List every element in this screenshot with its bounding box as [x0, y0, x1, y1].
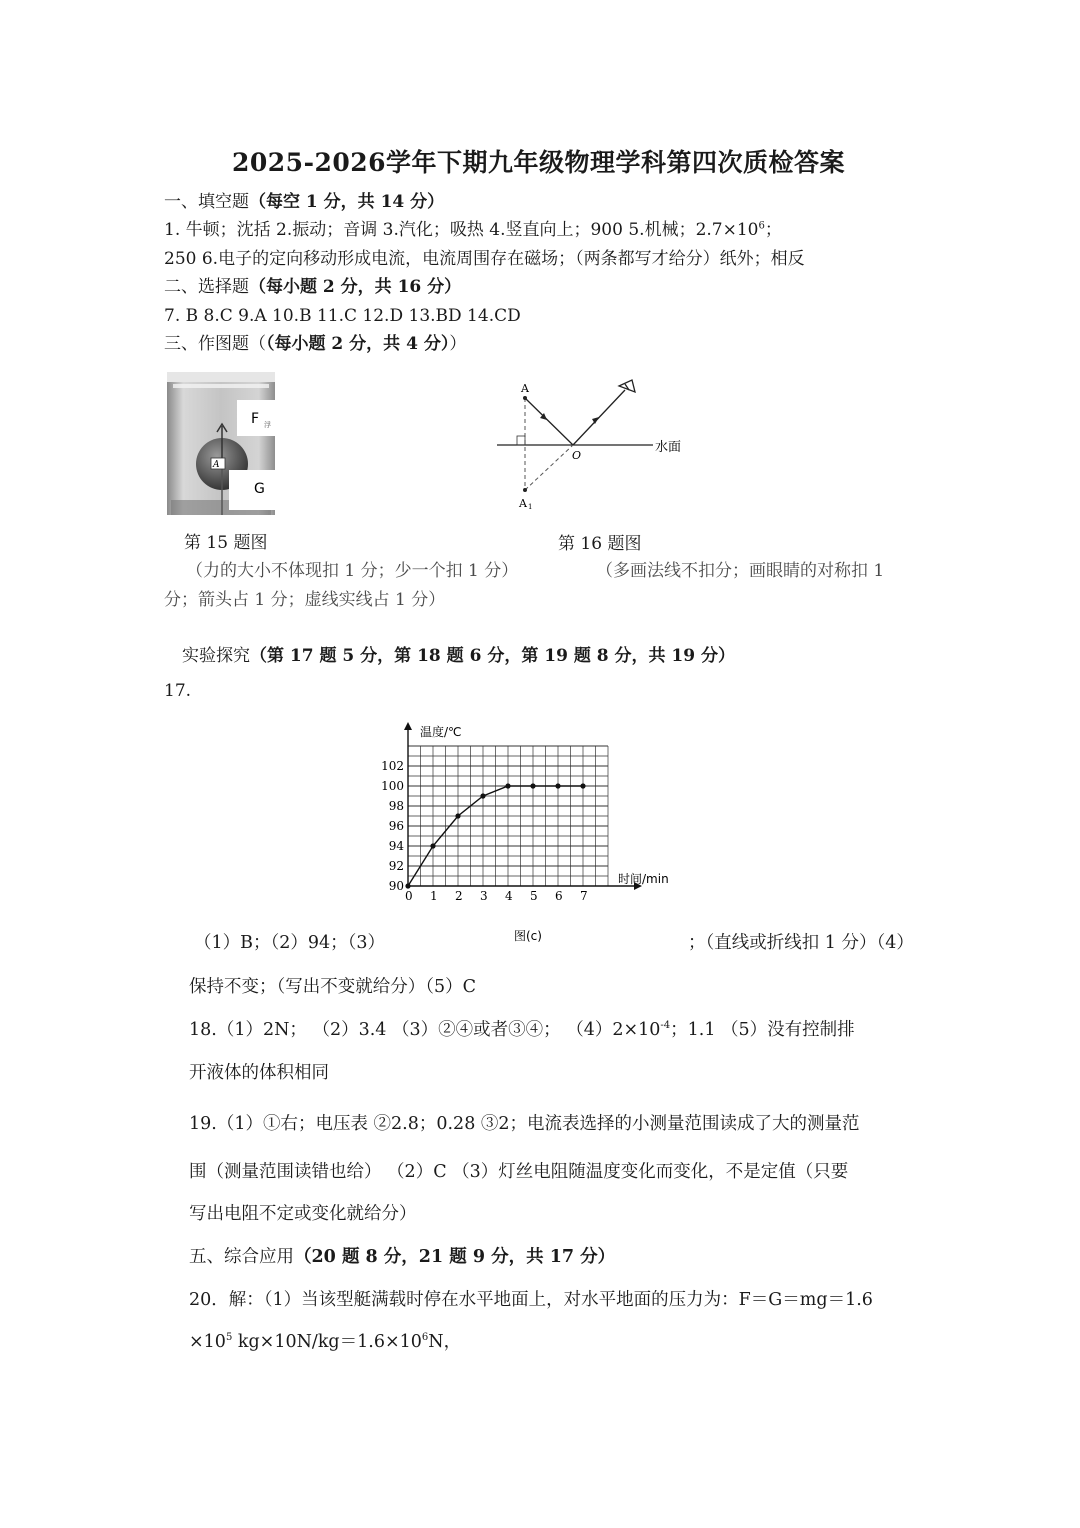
- section-experiment-heading: [182, 646, 735, 666]
- y-tick-label: 100: [381, 779, 404, 793]
- y-axis-arrow: [404, 722, 412, 730]
- y-tick-label: 94: [388, 839, 404, 853]
- point-o-label: O: [572, 449, 582, 462]
- fill-answers-line2: 250 6.电子的定向移动形成电流，电流周围存在磁场；（两条都写才给分）纸外；相反: [164, 249, 805, 269]
- point-a-label: A: [521, 382, 529, 395]
- section-fill-heading: [164, 192, 444, 212]
- chart-ticks: [381, 759, 588, 903]
- point-a1-sub: 1: [528, 503, 533, 511]
- right-angle-mark: [517, 436, 525, 445]
- chart-grid: [408, 746, 608, 886]
- section-fill-score: （每空 1 分，共 14 分）: [249, 192, 445, 212]
- data-point: [555, 783, 560, 788]
- q18-answer-line1-text: 18.（1）2N； （2）3.4 （3）②④或者③④； （4）2×10: [189, 1020, 661, 1040]
- fig16-scoring-note-cont: 分；箭头占 1 分；虚线实线占 1 分）: [164, 590, 446, 610]
- fig15-caption: 第 15 题图: [184, 533, 268, 553]
- x-tick-label: 1: [430, 889, 438, 903]
- q17-answer-part1: （1）B；（2）94；（3）: [194, 933, 386, 953]
- point-a1-label: A: [519, 497, 527, 510]
- reflected-ray: [573, 390, 625, 445]
- q18-answer-line2: 开液体的体积相同: [189, 1063, 329, 1083]
- y-tick-label: 92: [388, 859, 404, 873]
- section-choice-heading: [164, 277, 461, 297]
- section-drawing-score: （每小题 2 分，共 4 分）: [266, 334, 450, 354]
- section-choice-title: 二、选择题: [164, 277, 249, 297]
- fill-answers-line1-text: 1. 牛顿；沈括 2.振动；音调 3.汽化；吸热 4.竖直向上；900 5.机械；2.7×10: [164, 220, 759, 240]
- section-application-score: （20 题 8 分，21 题 9 分，共 17 分）: [294, 1247, 616, 1267]
- x-tick-label: 5: [530, 889, 538, 903]
- section-drawing-title: 三、作图题（: [164, 334, 266, 354]
- q20-answer-line2-c: N，: [428, 1332, 462, 1352]
- q19-answer-line1: 19.（1）①右；电压表 ②2.8；0.28 ③2；电流表选择的小测量范围读成了大的测量范: [189, 1114, 860, 1134]
- q17-answer-part3: 保持不变；（写出不变就给分）（5）C: [189, 977, 477, 997]
- x-tick-label: 0: [405, 889, 413, 903]
- fig16-caption: 第 16 题图: [558, 534, 642, 554]
- y-tick-label: 90: [388, 879, 404, 893]
- q20-exponent-2: 6: [421, 1332, 429, 1344]
- temperature-chart: [376, 718, 686, 948]
- q20-answer-line2-a: ×10: [189, 1332, 226, 1352]
- data-point: [480, 793, 485, 798]
- section-application-heading: [189, 1246, 615, 1268]
- q20-answer-line2-b: kg×10N/kg＝1.6×10: [232, 1332, 422, 1352]
- x-tick-label: 4: [505, 889, 513, 903]
- section-experiment-score: （第 17 题 5 分，第 18 题 6 分，第 19 题 8 分，共 19 分）: [250, 646, 735, 666]
- virtual-image-line: [525, 445, 573, 490]
- section-experiment-title: 实验探究: [182, 646, 250, 666]
- section-application-title: 五、综合应用: [189, 1247, 294, 1267]
- fill-answers-line1-tail: ；: [764, 220, 782, 240]
- y-tick-label: 102: [381, 759, 404, 773]
- data-point: [430, 843, 435, 848]
- x-tick-label: 7: [580, 889, 588, 903]
- q20-exponent-1: 5: [225, 1332, 233, 1344]
- x-tick-label: 2: [455, 889, 463, 903]
- chart-y-label: 温度/℃: [420, 725, 462, 739]
- q20-answer-line1: 20．解：（1）当该型艇满载时停在水平地面上，对水平地面的压力为：F＝G＝mg＝1.6: [189, 1290, 873, 1310]
- water-surface-label: 水面: [655, 440, 682, 455]
- fig15-scoring-note: （力的大小不体现扣 1 分；少一个扣 1 分）: [186, 561, 519, 581]
- eye-icon: [619, 380, 635, 392]
- data-point: [505, 783, 510, 788]
- q18-exponent: -4: [660, 1020, 671, 1032]
- section-fill-title: 一、填空题: [164, 192, 249, 212]
- gravity-label: G: [254, 481, 265, 497]
- q18-answer-line1: [189, 1019, 855, 1041]
- y-tick-label: 96: [388, 819, 404, 833]
- chart-caption: 图(c): [514, 929, 542, 943]
- q19-answer-line3: 写出电阻不定或变化就给分）: [189, 1204, 417, 1224]
- fill-answers-line1: [164, 220, 782, 240]
- data-point: [530, 783, 535, 788]
- data-point: [405, 883, 410, 888]
- q20-answer-line2: [189, 1331, 461, 1353]
- page-title: 2025-2026学年下期九年级物理学科第四次质检答案: [232, 148, 846, 177]
- q19-answer-line2: 围（测量范围读错也给） （2）C （3）灯丝电阻随温度变化而变化，不是定值（只要: [189, 1162, 849, 1182]
- q17-answer-part2: ；（直线或折线扣 1 分）（4）: [688, 933, 914, 953]
- choice-answers: 7. B 8.C 9.A 10.B 11.C 12.D 13.BD 14.CD: [164, 306, 521, 326]
- section-drawing-heading: [164, 334, 466, 354]
- beaker-figure: [167, 372, 275, 515]
- data-point: [455, 813, 460, 818]
- x-tick-label: 3: [480, 889, 488, 903]
- y-tick-label: 98: [388, 799, 404, 813]
- incident-ray: [525, 398, 573, 445]
- fig16-scoring-note: （多画法线不扣分；画眼睛的对称扣 1: [596, 561, 885, 581]
- chart-x-label: 时间/min: [618, 872, 669, 886]
- buoyancy-sub: 浮: [264, 421, 271, 429]
- ball-label-a: A: [213, 460, 220, 470]
- q17-number: 17.: [164, 681, 192, 701]
- section-choice-score: （每小题 2 分，共 16 分）: [249, 277, 462, 297]
- q18-answer-line1-tail: ；1.1 （5）没有控制排: [670, 1020, 855, 1040]
- reflection-figure: [495, 378, 695, 513]
- section-drawing-tail: ）: [449, 334, 467, 354]
- fill-exponent: 6: [758, 220, 765, 232]
- buoyancy-label: F: [251, 411, 260, 427]
- x-tick-label: 6: [555, 889, 563, 903]
- g-label-box: [229, 470, 275, 510]
- data-point: [580, 783, 585, 788]
